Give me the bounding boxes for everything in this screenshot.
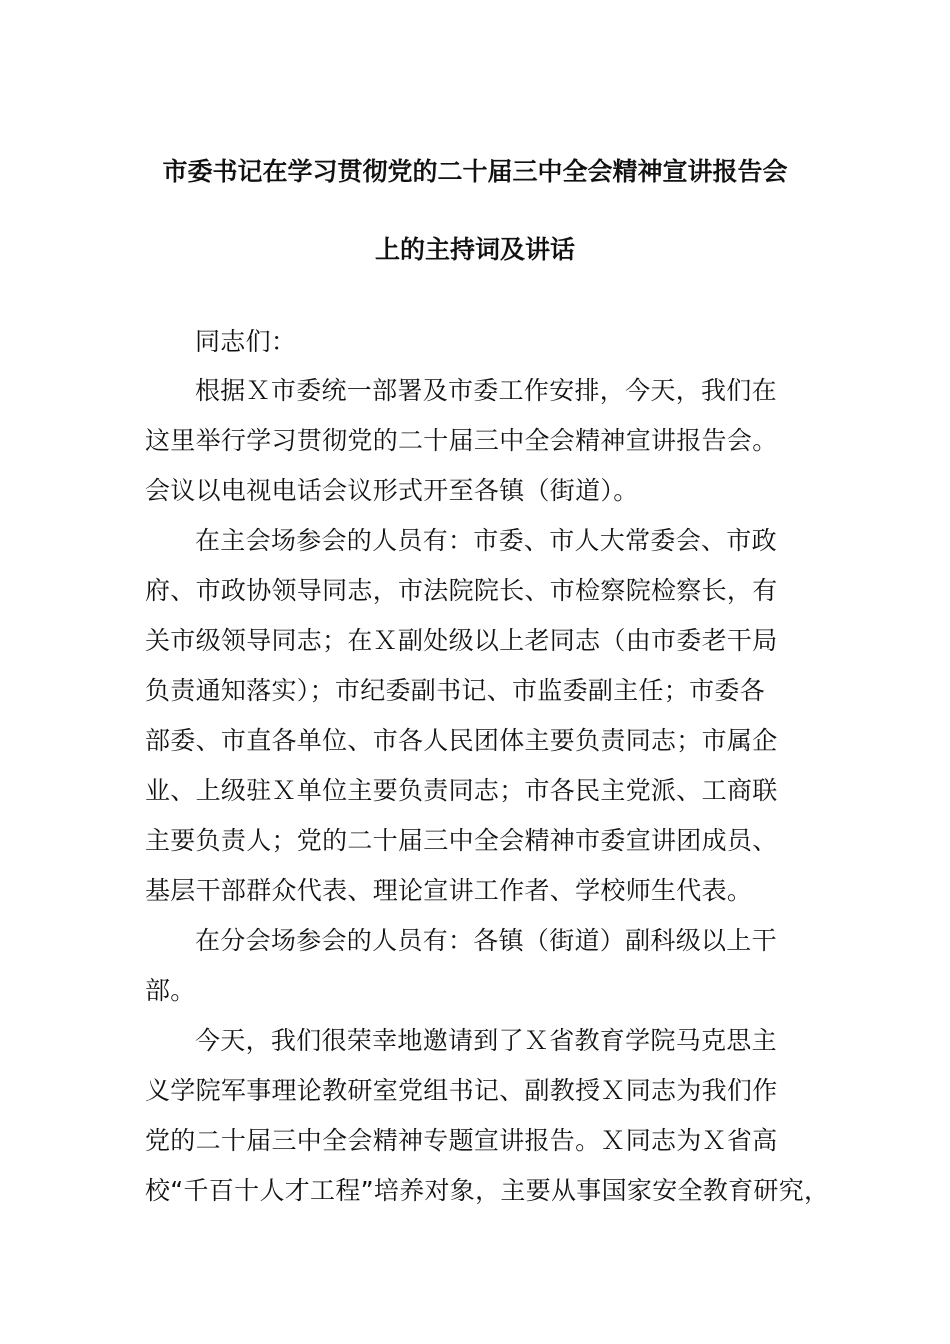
salutation: 同志们：	[195, 327, 297, 356]
paragraph-2-line-2: 府、市政协领导同志，市法院院长、市检察院检察长，有	[145, 576, 778, 605]
paragraph-2-line-3: 关市级领导同志；在Ｘ副处级以上老同志（由市委老干局	[145, 626, 778, 655]
paragraph-2-line-4: 负责通知落实）；市纪委副书记、市监委副主任；市委各	[145, 676, 766, 705]
paragraph-4-line-3: 党的二十届三中全会精神专题宣讲报告。Ｘ同志为Ｘ省高	[145, 1126, 778, 1155]
paragraph-3-line-1: 在分会场参会的人员有：各镇（街道）副科级以上干	[195, 926, 777, 955]
paragraph-1-line-2: 这里举行学习贯彻党的二十届三中全会精神宣讲报告会。	[145, 426, 778, 455]
paragraph-2-line-8: 基层干部群众代表、理论宣讲工作者、学校师生代表。	[145, 876, 753, 905]
paragraph-4-line-4: 校“千百十人才工程”培养对象，主要从事国家安全教育研究，	[145, 1176, 830, 1205]
paragraph-3-line-2: 部。	[145, 976, 196, 1005]
paragraph-4-line-2: 义学院军事理论教研室党组书记、副教授Ｘ同志为我们作	[145, 1076, 778, 1105]
paragraph-1-line-1: 根据Ｘ市委统一部署及市委工作安排，今天，我们在	[195, 376, 777, 405]
paragraph-2-line-7: 主要负责人；党的二十届三中全会精神市委宣讲团成员、	[145, 826, 778, 855]
paragraph-4-line-1: 今天，我们很荣幸地邀请到了Ｘ省教育学院马克思主	[195, 1026, 777, 1055]
paragraph-2-line-5: 部委、市直各单位、市各人民团体主要负责同志；市属企	[145, 726, 778, 755]
document-title-line-2: 上的主持词及讲话	[374, 235, 575, 264]
paragraph-1-line-3: 会议以电视电话会议形式开至各镇（街道）。	[145, 476, 639, 505]
document-title-line-1: 市委书记在学习贯彻党的二十届三中全会精神宣讲报告会	[162, 157, 788, 186]
paragraph-2-line-6: 业、上级驻Ｘ单位主要负责同志；市各民主党派、工商联	[145, 776, 778, 805]
paragraph-2-line-1: 在主会场参会的人员有：市委、市人大常委会、市政	[195, 526, 777, 555]
